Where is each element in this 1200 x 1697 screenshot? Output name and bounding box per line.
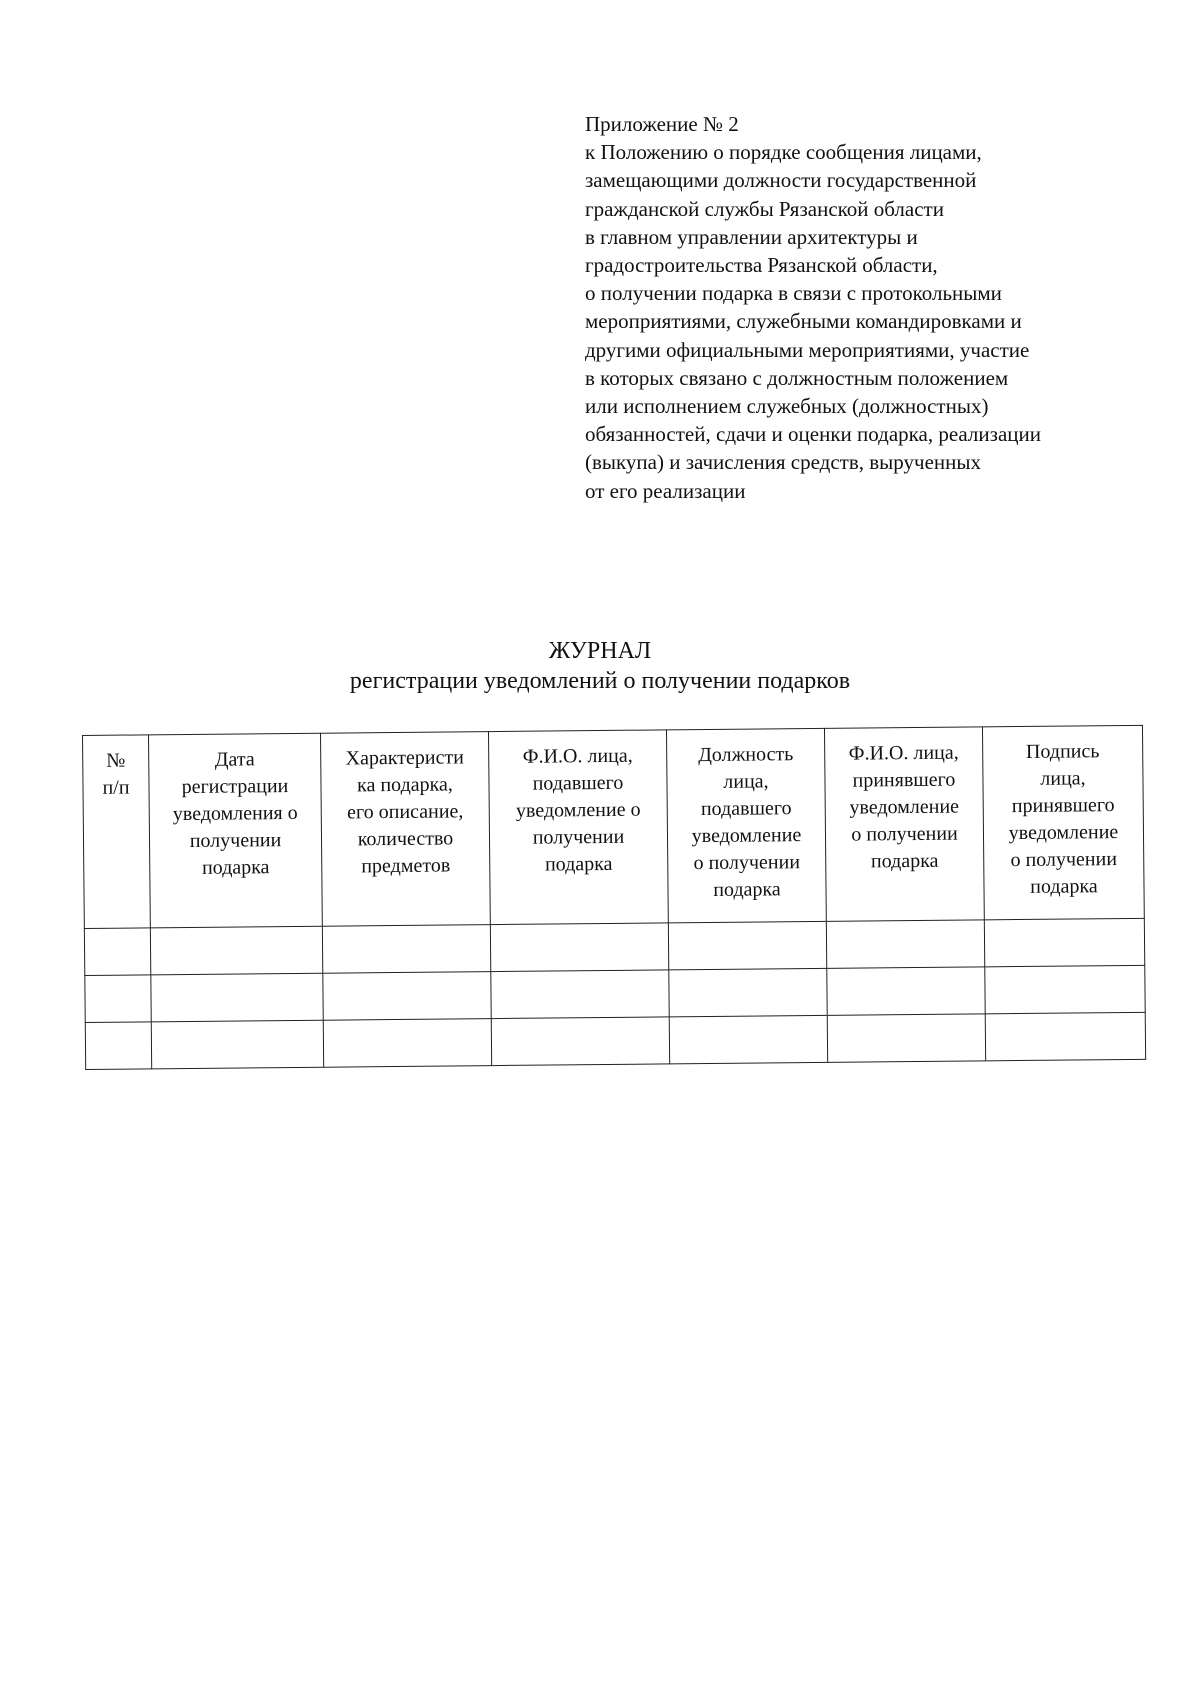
column-header-line: Ф.И.О. лица, [522,744,633,768]
appendix-line: от его реализации [585,478,746,503]
table-cell [826,920,984,969]
column-header-line: предметов [361,854,451,878]
column-header-line: регистрации [181,775,289,799]
table-cell [827,967,985,1016]
column-header-line: уведомление [1008,821,1119,845]
column-header-line: его описание, [347,800,464,824]
column-header [149,733,323,928]
column-header-line: подарка [1030,875,1098,898]
column-header [488,730,668,925]
column-header-line: Ф.И.О. лица, [848,741,959,765]
appendix-line: в главном управлении архитектуры и [585,224,918,249]
column-header [666,728,826,923]
table-cell [669,968,827,1017]
appendix-line: или исполнением служебных (должностных) [585,394,989,419]
table-cell [669,1015,827,1064]
journal-title: ЖУРНАЛ [548,638,652,664]
table-cell [151,973,323,1022]
column-header-line: лица, [723,770,769,793]
column-header-line: подарка [201,856,270,879]
column-header-line: подавшего [700,797,792,821]
column-header [824,727,984,922]
table-cell [985,1012,1145,1061]
column-header-line: № [106,749,126,772]
table-cell [491,1017,669,1066]
column-header-line: уведомление [849,795,960,819]
column-header-line: подарка [713,878,781,901]
table-cell [827,1014,985,1063]
column-header-line: лица, [1040,767,1086,790]
column-header-line: получении [532,825,625,849]
table-cell [323,1019,491,1068]
table-cell [668,921,826,970]
journal-subtitle: регистрации уведомлений о получении подарков [349,668,851,694]
column-header-line: принявшего [1011,794,1115,818]
column-header-line: подарка [544,852,613,876]
appendix-line: мероприятиями, служебными командировками и [585,309,1022,334]
column-header-line: уведомление [691,824,802,848]
appendix-line: гражданской службы Рязанской области [585,196,944,221]
journal-table [82,725,1146,1070]
appendix-line: замещающими должности государственной [585,168,977,193]
table-cell [491,970,669,1019]
column-header-line: п/п [102,776,130,799]
appendix-line: градостроительства Рязанской области, [585,253,938,278]
column-header-line: Должность [698,743,794,767]
table-cell [150,926,322,975]
column-header-line: уведомления о [172,801,298,826]
journal-header-row [83,725,1145,928]
column-header-line: о получении [1010,848,1118,872]
column-header-line: уведомление о [515,798,641,822]
table-cell [84,928,150,976]
column-header [83,735,151,929]
table-cell [323,972,491,1021]
table-cell [85,975,151,1023]
table-cell [490,923,668,972]
column-header-line: ка подарка, [356,773,453,797]
column-header-line: Характеристи [345,746,464,770]
appendix-line: обязанностей, сдачи и оценки подарка, реализации [585,422,1041,447]
column-header-line: подарка [870,849,939,873]
column-header [320,732,490,927]
table-row [85,1012,1145,1069]
table-cell [151,1020,323,1069]
appendix-line: (выкупа) и зачисления средств, вырученных [585,450,981,475]
column-header-line: Дата [214,748,255,771]
column-header-line: подавшего [532,771,624,795]
table-cell [984,918,1144,967]
column-header-line: количество [357,827,454,851]
column-header [982,725,1144,920]
appendix-line: другими официальными мероприятиями, участие [585,337,1030,362]
column-header-line: Подпись [1025,740,1100,763]
column-header-line: получении [189,829,282,852]
column-header-line: принявшего [852,768,956,792]
table-cell [322,925,490,974]
appendix-line: к Положению о порядке сообщения лицами, [585,140,982,165]
appendix-note [585,110,1145,505]
table-cell [985,965,1145,1014]
column-header-line: о получении [851,822,958,846]
column-header-line: о получении [693,851,801,875]
appendix-line: Приложение № 2 [585,112,739,136]
table-cell [85,1022,151,1070]
appendix-line: в которых связано с должностным положением [585,365,1009,390]
appendix-line: о получении подарка в связи с протокольными [585,281,1002,306]
